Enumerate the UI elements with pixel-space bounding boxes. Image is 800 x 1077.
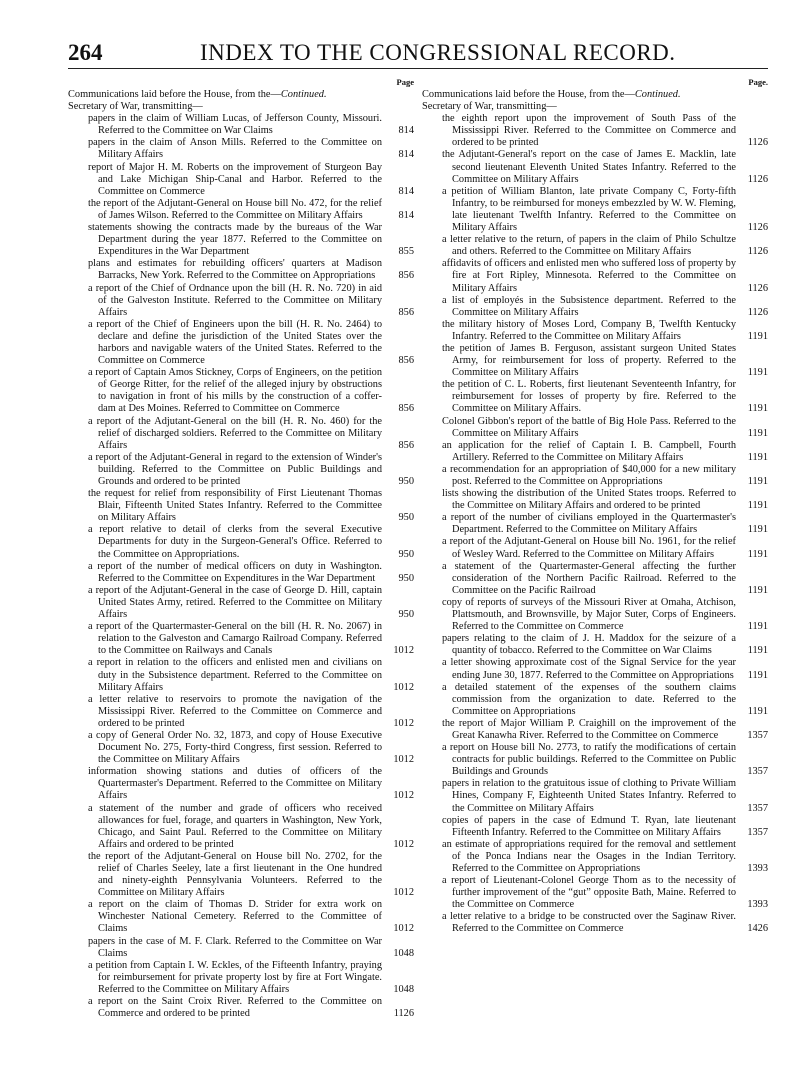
entry-page-ref: 1191: [747, 669, 768, 681]
index-entry: [422, 778, 768, 814]
entry-page-ref: 1191: [747, 451, 768, 463]
entry-text: a letter relative to the return, of papers in the claim of Philo Schultze and others. Referred to the Committee on Military Affairs: [442, 234, 736, 258]
entry-text: a report of the Quartermaster-General on the bill (H. R. No. 2067) in relation to the Galveston and Camargo Railroad Company. Referred to the Committee on Railways and Canals: [88, 621, 382, 657]
entry-page-ref: 1393: [747, 863, 768, 874]
index-entry: [68, 488, 414, 524]
entry-page-ref: 1426: [747, 923, 768, 935]
entry-page-ref: 950: [398, 476, 414, 487]
index-entry: [68, 367, 414, 415]
index-entry: [422, 512, 768, 536]
entry-page-ref: 1191: [747, 403, 768, 415]
page-column-label: Page: [396, 77, 414, 87]
entry-text: copies of papers in the case of Edmund T. Ryan, late lieutenant Fifteenth Infantry. Referred to the Committee on Military Affairs: [442, 814, 736, 838]
entry-page-ref: 1126: [747, 137, 768, 149]
entry-text: the Adjutant-General's report on the case of James E. Macklin, late second lieutenant Eleventh United States Infantry. Referred to the Committee on Military Affairs: [442, 149, 736, 185]
entry-text: a report of Lieutenant-Colonel George Thom as to the necessity of further improvement of the “gut” opposite Bath, Maine. Referred to the Committee on Commerce: [442, 875, 736, 911]
entry-text: papers in relation to the gratuitous issue of clothing to Private William Hines, Company F, Eighteenth United States Infantry. Referred to the Committee on Military Affairs: [442, 778, 736, 814]
entry-text: a report of the Adjutant-General in regard to the extension of Winder's building. Referred to the Committee on Public Buildings and Grounds and ordered to be printed: [88, 451, 382, 487]
entry-page-ref: 1012: [393, 923, 414, 935]
entry-text: a detailed statement of the expenses of the southern claims commission from the organization to date. Referred to the Committee on Appropriations: [442, 681, 736, 717]
entry-page-ref: 855: [398, 246, 414, 258]
entry-text: a recommendation for an appropriation of $40,000 for a new military post. Referred to the Committee on Appropriations: [442, 463, 736, 487]
index-entry: [68, 222, 414, 258]
index-entry: [422, 379, 768, 415]
entry-page-ref: 856: [398, 355, 414, 367]
entry-text: the eighth report upon the improvement of South Pass of the Mississippi River. Referred to the Committee on Commerce and ordered to be printed: [442, 113, 736, 149]
subsection-heading: Secretary of War, transmitting—: [68, 101, 203, 113]
entry-text: a report on House bill No. 2773, to ratify the modifications of certain contracts for public buildings. Referred to the Committee on Public Buildings and Grounds: [442, 742, 736, 778]
entry-page-ref: 1012: [393, 681, 414, 693]
continued-label: Continued.: [634, 89, 681, 100]
entry-text: a letter showing approximate cost of the Signal Service for the year ending June 30, 1877. Referred to the Committee on Appropriations: [442, 657, 736, 681]
entry-text: plans and estimates for rebuilding officers' quarters at Madison Barracks, New York. Referred to the Committee on Appropriations: [88, 258, 382, 282]
entry-page-ref: 950: [398, 548, 414, 560]
entry-text: an estimate of appropriations required for the removal and settlement of the Ponca Indians near the Osages in the Indian Territory. Referred to the Committee on Appropriations: [442, 838, 736, 874]
index-entry: [422, 464, 768, 488]
index-entry: [422, 295, 768, 319]
index-entry: [68, 803, 414, 851]
entry-page-ref: 856: [398, 270, 414, 282]
entry-text: lists showing the distribution of the United States troops. Referred to the Committee on Military Affairs and ordered to be printed: [442, 488, 736, 512]
entry-text: the petition of C. L. Roberts, first lieutenant Seventeenth Infantry, for reimbursement for losses of property by fire. Referred to the Committee on Military Affairs.: [442, 379, 736, 415]
entry-text: papers relating to the claim of J. H. Maddox for the seizure of a quantity of tobacco. Referred to the Committee on War Claims: [442, 633, 736, 657]
section-heading: [422, 89, 768, 101]
index-entry: [68, 416, 414, 452]
index-entry: [422, 911, 768, 935]
entry-text: statements showing the contracts made by the bureaus of the War Department during the year 1877. Referred to the Committee on Expenditures in the War Department: [88, 222, 382, 258]
section-heading-text: Communications laid before the House, from the—: [422, 89, 635, 100]
entry-text: information showing stations and duties of officers of the Quartermaster's Department. Referred to the Committee on Military Affairs: [88, 766, 382, 802]
entry-page-ref: 1191: [747, 476, 768, 487]
index-entry: [422, 657, 768, 681]
running-title: INDEX TO THE CONGRESSIONAL RECORD.: [200, 40, 676, 65]
index-entry: [68, 524, 414, 560]
entry-text: a report relative to detail of clerks from the several Executive Departments for duty in the Surgeon-General's Office. Referred to the Committee on Appropriations.: [88, 524, 382, 560]
index-entry: [422, 633, 768, 657]
entry-text: a petition from Captain I. W. Eckles, of the Fifteenth Infantry, praying for reimbursement for private property lost by fire at Fort Wingate. Referred to the Committee on Military Affairs: [88, 959, 382, 995]
entry-text: the request for relief from responsibility of First Lieutenant Thomas Blair, Fifteenth United States Infantry. Referred to the Committee on Military Affairs: [88, 488, 382, 524]
entry-page-ref: 1126: [747, 222, 768, 234]
entry-page-ref: 1012: [393, 887, 414, 899]
index-entry: [422, 742, 768, 778]
entry-page-ref: 1191: [747, 330, 768, 342]
page-number: 264: [68, 40, 103, 65]
entry-text: a report in relation to the officers and enlisted men and civilians on duty in the Subsistence department. Referred to the Committee on Military Affairs: [88, 657, 382, 693]
index-entry: [422, 536, 768, 560]
entry-page-ref: 1393: [747, 899, 768, 911]
entry-text: a report on the Saint Croix River. Referred to the Committee on Commerce and ordered to be printed: [88, 996, 382, 1020]
entry-text: Colonel Gibbon's report of the battle of Big Hole Pass. Referred to the Committee on Military Affairs: [442, 415, 736, 439]
entry-page-ref: 950: [398, 572, 414, 584]
index-entry: [68, 258, 414, 282]
entry-page-ref: 1012: [393, 790, 414, 802]
entry-text: the report of Major William P. Craighill on the improvement of the Great Kanawha River. Referred to the Committee on Commerce: [442, 717, 736, 741]
entry-text: papers in the claim of William Lucas, of Jefferson County, Missouri. Referred to the Committee on War Claims: [88, 113, 382, 137]
index-entry: [68, 621, 414, 657]
entry-page-ref: 1191: [747, 500, 768, 512]
entry-text: the report of the Adjutant-General on House bill No. 2702, for the relief of Charles Seeley, late a first lieutenant in the One hundred and ninety-eighth Pennsylvania Volunteers. Referred to the Committee on Military Affairs: [88, 850, 382, 899]
entry-text: the military history of Moses Lord, Company B, Twelfth Kentucky Infantry. Referred to the Committee on Military Affairs: [442, 318, 736, 342]
index-entry: [422, 186, 768, 234]
index-entry: [68, 694, 414, 730]
index-entry: [422, 149, 768, 185]
entry-page-ref: 814: [398, 209, 414, 221]
index-entry: [422, 839, 768, 875]
entry-page-ref: 1357: [747, 729, 768, 741]
entry-page-ref: 1191: [747, 705, 768, 717]
index-entry: [68, 561, 414, 585]
index-entry: [422, 488, 768, 512]
entry-page-ref: 1126: [747, 173, 768, 185]
entry-text: a letter relative to reservoirs to promote the navigation of the Mississippi River. Referred to the Committee on Commerce and ordered to be printed: [88, 693, 382, 729]
index-entry: [68, 452, 414, 488]
index-entry: [422, 234, 768, 258]
index-entry: [68, 162, 414, 198]
entry-page-ref: 1126: [747, 246, 768, 258]
index-entry: [422, 416, 768, 440]
index-entry: [422, 597, 768, 633]
index-entry: [68, 851, 414, 899]
subsection-heading: Secretary of War, transmitting—: [422, 101, 557, 113]
index-entry: [68, 899, 414, 935]
entry-page-ref: 1048: [393, 983, 414, 995]
page-column-label: Page.: [748, 77, 768, 87]
entry-text: the petition of James B. Ferguson, assistant surgeon United States Army, for reimbursement for loss of property. Referred to the Committee on Military Affairs: [442, 342, 736, 379]
entry-page-ref: 1126: [393, 1008, 414, 1020]
entry-page-ref: 950: [398, 512, 414, 524]
entry-page-ref: 856: [398, 306, 414, 318]
entry-page-ref: 1126: [747, 282, 768, 294]
entry-text: affidavits of officers and enlisted men who suffered loss of property by fire at Fort Ripley, Minnesota. Referred to the Committee on Military Affairs: [442, 258, 736, 294]
index-entry: [68, 657, 414, 693]
entry-page-ref: 814: [398, 185, 414, 197]
entry-page-ref: 1357: [747, 802, 768, 814]
index-entry: [422, 682, 768, 718]
index-entry: [68, 996, 414, 1020]
index-entry: [68, 283, 414, 319]
entry-text: a report of the Adjutant-General on the bill (H. R. No. 460) for the relief of discharged soldiers. Referred to the Committee on Military Affairs: [88, 415, 382, 451]
entry-text: a report of the Chief of Engineers upon the bill (H. R. No. 2464) to declare and define the jurisdiction of the United States over the harbors and navigable waters of the United States. Referred to the Committee on Commerce: [88, 318, 382, 367]
index-entry: [68, 960, 414, 996]
entry-page-ref: 1126: [747, 306, 768, 318]
section-heading: [68, 89, 414, 101]
index-entry: [68, 198, 414, 222]
index-entry: [68, 766, 414, 802]
entry-page-ref: 1012: [393, 838, 414, 850]
entry-text: a copy of General Order No. 32, 1873, and copy of House Executive Document No. 275, Forty-third Congress, first session. Referred to the Committee on Military Affairs: [88, 729, 382, 766]
entry-text: copy of reports of surveys of the Missouri River at Omaha, Atchison, Plattsmouth, and Brownsville, by Major Suter, Corps of Engineers. Referred to the Committee on Commerce: [442, 596, 736, 633]
entry-page-ref: 1357: [747, 826, 768, 838]
entry-text: a report on the claim of Thomas D. Strider for extra work on Winchester National Cemetery. Referred to the Committee of Claims: [88, 899, 382, 935]
entry-text: a petition of William Blanton, late private Company C, Forty-fifth Infantry, to be reimbursed for moneys embezzled by W. W. Fleming, late lieutenant Twelfth Infantry. Referred to the Committee on Military Affairs: [442, 185, 736, 234]
section-heading-text: Communications laid before the House, from the—: [68, 89, 281, 100]
entry-text: a report of the number of medical officers on duty in Washington. Referred to the Committee on Expenditures in the War Department: [88, 560, 382, 584]
entry-page-ref: 856: [398, 403, 414, 415]
entry-text: the report of the Adjutant-General on House bill No. 472, for the relief of James Wilson. Referred to the Committee on Military Affairs: [88, 197, 382, 221]
entry-page-ref: 1357: [747, 766, 768, 778]
entry-text: a report of Captain Amos Stickney, Corps of Engineers, on the petition of George Ritter, for the relief of the alleged injury by obstructions to navigation in front of his mills by the construction of a coffer-dam at Des Moines. Referred to Committee on Commerce: [88, 367, 382, 415]
index-entry: [68, 936, 414, 960]
entry-page-ref: 950: [398, 609, 414, 621]
entry-list: [422, 113, 768, 935]
right-column: [422, 76, 768, 936]
index-entry: [68, 137, 414, 161]
entry-page-ref: 1191: [747, 548, 768, 560]
index-entry: [422, 258, 768, 294]
left-column: [68, 76, 414, 1020]
index-entry: [68, 730, 414, 766]
entry-page-ref: 1191: [747, 645, 768, 657]
entry-text: an application for the relief of Captain I. B. Campbell, Fourth Artillery. Referred to the Committee on Military Affairs: [442, 439, 736, 463]
entry-page-ref: 814: [398, 149, 414, 161]
entry-page-ref: 1191: [747, 584, 768, 596]
entry-page-ref: 1012: [393, 645, 414, 657]
page-header: [68, 38, 768, 69]
entry-text: papers in the claim of Anson Mills. Referred to the Committee on Military Affairs: [88, 137, 382, 161]
entry-page-ref: 1012: [393, 717, 414, 729]
entry-text: report of Major H. M. Roberts on the improvement of Sturgeon Bay and Lake Michigan Ship-Canal and Harbor. Referred to the Committee on Commerce: [88, 161, 382, 197]
index-entry: [68, 585, 414, 621]
entry-text: a letter relative to a bridge to be constructed over the Saginaw River. Referred to the Committee on Commerce: [442, 911, 736, 935]
entry-text: a report of the Adjutant-General in the case of George D. Hill, captain United States Army, retired. Referred to the Committee on Military Affairs: [88, 584, 382, 621]
index-entry: [422, 319, 768, 343]
continued-label: Continued.: [280, 89, 327, 100]
entry-page-ref: 814: [398, 125, 414, 137]
index-entry: [422, 561, 768, 597]
entry-page-ref: 1012: [393, 754, 414, 766]
entry-text: a report of the Chief of Ordnance upon the bill (H. R. No. 720) in aid of the Galveston Institute. Referred to the Committee on Military Affairs: [88, 282, 382, 318]
entry-text: a list of employés in the Subsistence department. Referred to the Committee on Military Affairs: [442, 294, 736, 318]
index-entry: [422, 440, 768, 464]
entry-page-ref: 1191: [747, 367, 768, 379]
entry-text: a statement of the number and grade of officers who received allowances for fuel, forage, and quarters in Washington, New York, Chicago, and Saint Paul. Referred to the Committee on Military Affairs and ordered to be printed: [88, 802, 382, 850]
index-entry: [422, 875, 768, 911]
index-entry: [422, 815, 768, 839]
entry-page-ref: 856: [398, 439, 414, 451]
index-entry: [422, 718, 768, 742]
index-entry: [68, 113, 414, 137]
index-entry: [422, 343, 768, 379]
entry-page-ref: 1191: [747, 524, 768, 536]
entry-page-ref: 1191: [747, 427, 768, 439]
entry-text: a statement of the Quartermaster-General affecting the further consideration of the Northern Pacific Railroad. Referred to the Committee on the Pacific Railroad: [442, 560, 736, 596]
entry-text: a report of the Adjutant-General on House bill No. 1961, for the relief of Wesley Ward. Referred to the Committee on Military Affairs: [442, 536, 736, 560]
entry-text: a report of the number of civilians employed in the Quartermaster's Department. Referred to the Committee on Military Affairs: [442, 512, 736, 536]
entry-page-ref: 1191: [747, 621, 768, 633]
entry-page-ref: 1048: [393, 947, 414, 959]
index-entry: [68, 319, 414, 367]
entry-list: [68, 113, 414, 1020]
index-entry: [422, 113, 768, 149]
entry-text: papers in the case of M. F. Clark. Referred to the Committee on War Claims: [88, 935, 382, 959]
